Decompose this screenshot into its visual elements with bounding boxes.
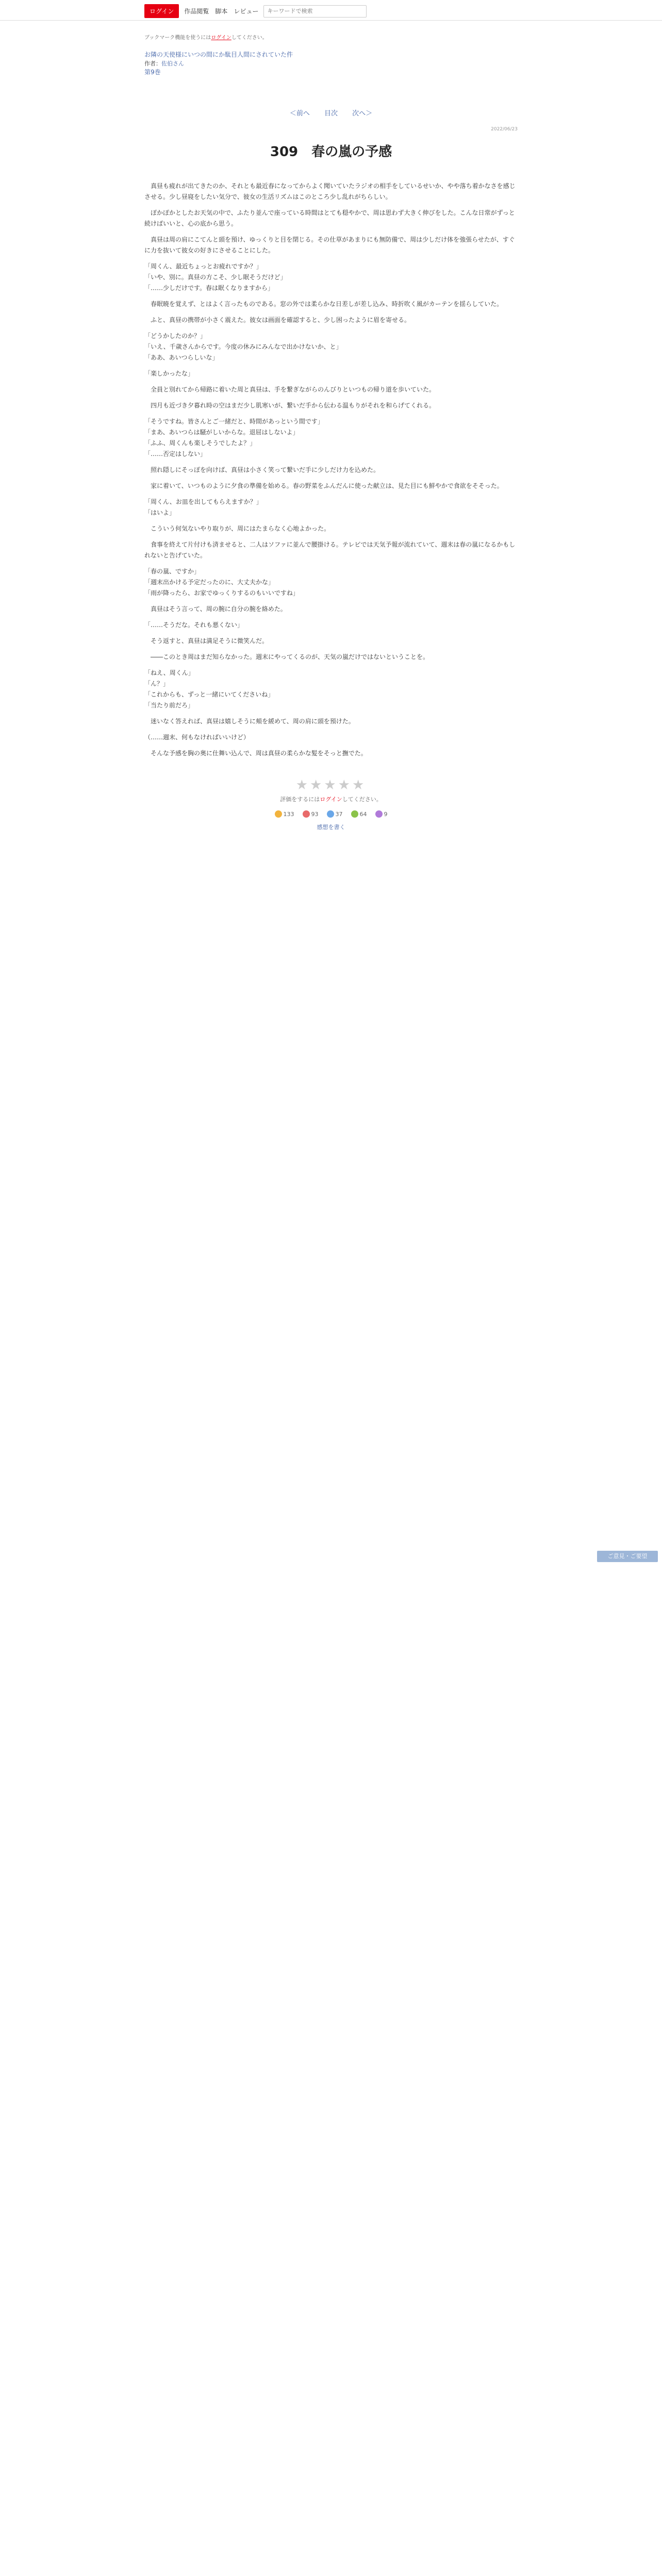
reaction-bar bbox=[144, 810, 518, 818]
prev-link[interactable]: ＜前へ bbox=[289, 110, 310, 117]
reaction-count: 64 bbox=[359, 810, 367, 818]
body-paragraph: そんな予感を胸の奥に仕舞い込んで、周は真昼の柔らかな髪をそっと撫でた。 bbox=[144, 750, 367, 757]
reaction-button[interactable] bbox=[351, 810, 367, 818]
reaction-emoji-icon bbox=[351, 810, 358, 818]
body-paragraph: 春眠暁を覚えず、とはよく言ったものである。窓の外では柔らかな日差しが差し込み、時折吹く風がカーテンを揺らしていた。 bbox=[144, 300, 503, 308]
author-name[interactable]: 佐伯さん bbox=[161, 60, 184, 67]
reaction-count: 133 bbox=[283, 810, 294, 818]
notice-prefix: ブックマーク機能を使うには bbox=[144, 35, 211, 41]
volume-link[interactable]: 第9巻 bbox=[144, 69, 161, 76]
body-paragraph: 全員と別れてから帰路に着いた周と真昼は、手を繋ぎながらのんびりといつもの帰り道を歩いていた。 bbox=[144, 386, 436, 393]
body-paragraph: こういう何気ないやり取りが、周にはたまらなく心地よかった。 bbox=[144, 525, 330, 532]
nav-script[interactable]: 脚本 bbox=[215, 8, 228, 15]
body-paragraph: 家に着いて、いつものように夕食の準備を始める。春の野菜をふんだんに使った献立は、見た目にも鮮やかで食欲をそそった。 bbox=[144, 482, 503, 489]
body-paragraph: 四月も近づき夕暮れ時の空はまだ少し肌寒いが、繋いだ手から伝わる温もりがそれを和らげてくれる。 bbox=[144, 402, 436, 409]
nav-review[interactable]: レビュー bbox=[234, 8, 259, 15]
body-paragraph: 「周くん、お皿を出してもらえますか？」 「はいよ」 bbox=[144, 498, 262, 516]
body-paragraph: 「周くん、最近ちょっとお疲れですか？」 「いや、別に。真昼の方こそ、少し眠そうだけど」 「……少しだけです。春は眠くなりますから」 bbox=[144, 263, 287, 292]
body-paragraph: 真昼は周の肩にこてんと頭を預け、ゆっくりと目を閉じる。その仕草があまりにも無防備で、周は少しだけ体を強張らせたが、すぐに力を抜いて彼女の好きにさせることにした。 bbox=[144, 236, 515, 254]
body-paragraph: 真昼はそう言って、周の腕に自分の腕を絡めた。 bbox=[144, 605, 287, 613]
author-label: 作者： bbox=[144, 60, 161, 67]
chapter-body bbox=[144, 181, 518, 759]
toc-link[interactable]: 目次 bbox=[324, 110, 338, 117]
feedback-tab[interactable]: ご意見・ご要望 bbox=[597, 1551, 658, 1562]
reaction-count: 37 bbox=[335, 810, 343, 818]
body-paragraph: ぽかぽかとしたお天気の中で、ふたり並んで座っている時間はとても穏やかで、周は思わず大きく伸びをした。こんな日常がずっと続けばいいと、心の底から思う。 bbox=[144, 209, 515, 227]
chapter-title: 309 春の嵐の予感 bbox=[270, 144, 392, 160]
rating-area bbox=[144, 777, 518, 831]
body-paragraph: 「……そうだな。それも悪くない」 bbox=[144, 621, 244, 629]
body-paragraph: そう返すと、真昼は満足そうに微笑んだ。 bbox=[144, 637, 269, 645]
body-paragraph: 照れ隠しにそっぽを向けば、真昼は小さく笑って繋いだ手に少しだけ力を込めた。 bbox=[144, 466, 380, 473]
body-paragraph: 「ねえ、周くん」 「ん？」 「これからも、ずっと一緒にいてくださいね」 「当たり前だろ」 bbox=[144, 669, 274, 709]
reaction-count: 9 bbox=[384, 810, 388, 818]
reaction-button[interactable] bbox=[303, 810, 319, 818]
write-impression-button[interactable]: 感想を書く bbox=[317, 824, 345, 831]
body-paragraph: （……週末、何もなければいいけど） bbox=[144, 734, 250, 741]
rating-notice bbox=[144, 795, 518, 803]
pager-top bbox=[144, 108, 518, 117]
body-paragraph: 迷いなく答えれば、真昼は嬉しそうに頬を緩めて、周の肩に頭を預けた。 bbox=[144, 718, 355, 725]
reaction-button[interactable] bbox=[275, 810, 294, 818]
body-paragraph: 「そうですね。皆さんとご一緒だと、時間があっという間です」 「まあ、あいつらは騒がしいからな。退屈はしないよ」 「ふふ、周くんも楽しそうでしたよ？」 「……否定はしない」 bbox=[144, 418, 324, 457]
reaction-button[interactable] bbox=[375, 810, 388, 818]
body-paragraph: 「春の嵐、ですか」 「週末出かける予定だったのに、大丈夫かな」 「雨が降ったら、お家でゆっくりするのもいいですね」 bbox=[144, 568, 299, 597]
login-button[interactable]: ログイン bbox=[144, 4, 179, 18]
reaction-emoji-icon bbox=[303, 810, 310, 818]
rating-login-link[interactable]: ログイン bbox=[320, 796, 342, 803]
next-link[interactable]: 次へ＞ bbox=[352, 110, 373, 117]
reaction-emoji-icon bbox=[275, 810, 282, 818]
reaction-button[interactable] bbox=[327, 810, 343, 818]
bookmark-notice bbox=[144, 33, 518, 41]
rating-stars[interactable]: ★★★★★ bbox=[295, 777, 367, 793]
author-line bbox=[144, 59, 518, 67]
body-paragraph: ――このとき周はまだ知らなかった。週末にやってくるのが、天気の嵐だけではないということを。 bbox=[144, 653, 429, 660]
body-paragraph: 「どうかしたのか？」 「いえ、千歳さんからです。今度の休みにみんなで出かけないか、と」 「ああ、あいつらしいな」 bbox=[144, 332, 342, 361]
notice-login-link[interactable]: ログイン bbox=[211, 35, 231, 41]
body-paragraph: 「楽しかったな」 bbox=[144, 370, 194, 377]
nav-browse[interactable]: 作品閲覧 bbox=[184, 8, 209, 15]
novel-title[interactable]: お隣の天使様にいつの間にか駄目人間にされていた件 bbox=[144, 51, 293, 58]
reaction-emoji-icon bbox=[375, 810, 383, 818]
body-paragraph: 食事を終えて片付けも済ませると、二人はソファに並んで腰掛ける。テレビでは天気予報が流れていて、週末は春の嵐になるかもしれないと告げていた。 bbox=[144, 541, 516, 559]
site-header bbox=[0, 0, 662, 21]
reaction-emoji-icon bbox=[327, 810, 334, 818]
body-paragraph: 真昼も疲れが出てきたのか、それとも最近春になってからよく聞いていたラジオの相手をしているせいか、やや落ち着かなさを感じさせる。少し昼寝をしたい気分で、彼女の生活リズムはこのところ少し乱れがちらしい。 bbox=[144, 182, 516, 200]
rating-suffix: してください。 bbox=[342, 796, 382, 803]
post-date: 2022/06/23 bbox=[491, 127, 518, 132]
reaction-count: 93 bbox=[311, 810, 319, 818]
main-content bbox=[144, 33, 518, 831]
rating-prefix: 評価をするには bbox=[280, 796, 320, 803]
header-inner bbox=[144, 4, 367, 18]
body-paragraph: ふと、真昼の携帯が小さく震えた。彼女は画面を確認すると、少し困ったように眉を寄せる。 bbox=[144, 316, 411, 324]
notice-suffix: してください。 bbox=[231, 35, 268, 41]
search-input[interactable] bbox=[263, 5, 367, 18]
